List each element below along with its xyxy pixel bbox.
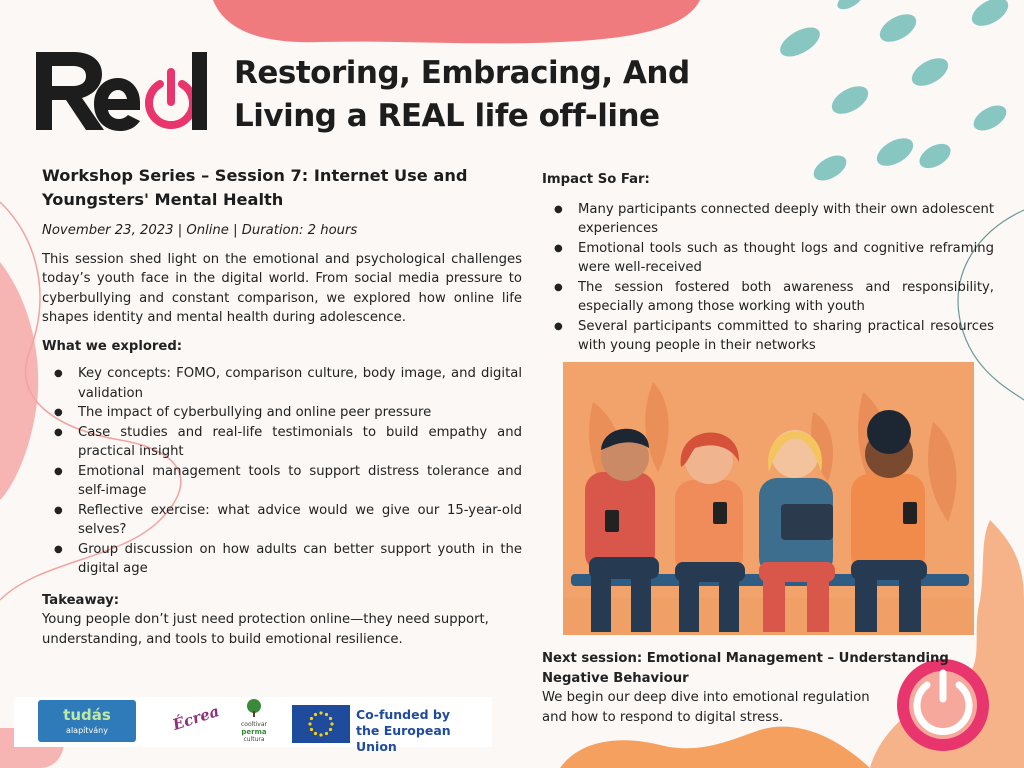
illustration-svg [563, 362, 974, 635]
header-title-line1: Restoring, Embracing, And [234, 55, 690, 91]
tree-icon [244, 699, 264, 717]
permacultura-line3: cultura [243, 736, 265, 743]
takeaway-heading: Takeaway: [42, 592, 119, 608]
session-intro: This session shed light on the emotional and psychological challenges today’s youth face in the digital world. From social media pressure to cyberbullying and constant comparison, we explored how online life shapes identity and mental health during adolescence. [42, 251, 522, 325]
tudas-logo [38, 700, 136, 742]
next-session-heading: Next session: Emotional Management – Understanding Negative Behaviour [542, 651, 949, 686]
explored-list [42, 364, 522, 579]
left-pink-blob [0, 262, 38, 500]
impact-list [542, 200, 994, 356]
tudas-logo-sub: alapítvány [66, 726, 108, 735]
eu-star-icon [330, 722, 333, 725]
takeaway-section [42, 591, 522, 650]
eu-star-icon [329, 717, 332, 720]
list-item: ● Group discussion on how adults can better support youth in the digital age [54, 540, 522, 579]
list-item: ● Case studies and real-life testimonials to build empathy and practical insight [54, 423, 522, 462]
tudas-logo-main: tudás [63, 706, 111, 724]
ecrea-logo: Écrea [170, 702, 222, 734]
teal-dots [775, 0, 1012, 186]
list-item: ● The impact of cyberbullying and online peer pressure [54, 403, 522, 423]
eu-star-icon [319, 733, 322, 736]
takeaway-text: Young people don’t just need protection online—they need support, understanding, and tools to build emotional resilience. [42, 612, 489, 647]
impact-heading: Impact So Far: [542, 172, 650, 187]
list-item: ● Many participants connected deeply with their own adolescent experiences [554, 200, 994, 239]
list-item: ● The session fostered both awareness and responsibility, especially among those working with youth [554, 278, 994, 317]
explored-heading: What we explored: [42, 338, 183, 354]
real-logo [32, 44, 218, 140]
permacultura-logo [236, 699, 272, 745]
eu-star-icon [319, 711, 322, 714]
session-title: Workshop Series – Session 7: Internet Use and Youngsters' Mental Health [42, 166, 468, 209]
eu-star-icon [308, 722, 311, 725]
list-item: ● Emotional management tools to support distress tolerance and self-image [54, 462, 522, 501]
list-item: ● Key concepts: FOMO, comparison culture, body image, and digital validation [54, 364, 522, 403]
partner-logos [14, 697, 492, 754]
session-meta: November 23, 2023 | Online | Duration: 2 hours [42, 223, 358, 238]
eu-flag-icon [292, 705, 350, 743]
list-item: ● Emotional tools such as thought logs and cognitive reframing were well-received [554, 239, 994, 278]
eu-funding-line2: the European Union [356, 723, 451, 754]
eu-funding-line1: Co-funded by [356, 707, 451, 722]
permacultura-line2: perma [241, 728, 267, 736]
top-coral-blob [213, 0, 700, 43]
eu-star-icon [325, 732, 328, 735]
list-item: ● Several participants committed to sharing practical resources with young people in their networks [554, 317, 994, 356]
next-session-text: We begin our deep dive into emotional regulation and how to respond to digital stress. [542, 690, 870, 725]
list-item: ● Reflective exercise: what advice would we give our 15-year-old selves? [54, 501, 522, 540]
eu-star-icon [314, 732, 317, 735]
header-title-line2: Living a REAL life off-line [234, 98, 660, 134]
eu-star-icon [325, 713, 328, 716]
bottom-orange-blob [560, 727, 870, 768]
eu-star-icon [310, 717, 313, 720]
right-column [542, 170, 994, 356]
left-column [42, 164, 522, 649]
eu-star-icon [310, 728, 313, 731]
youth-phones-illustration [563, 362, 974, 635]
next-session [542, 649, 982, 727]
eu-funding-text [356, 707, 492, 755]
real-logo-letters [36, 52, 207, 131]
permacultura-line1: cooltivar [240, 721, 268, 728]
eu-star-icon [314, 713, 317, 716]
header-title [234, 52, 690, 138]
eu-star-icon [329, 728, 332, 731]
